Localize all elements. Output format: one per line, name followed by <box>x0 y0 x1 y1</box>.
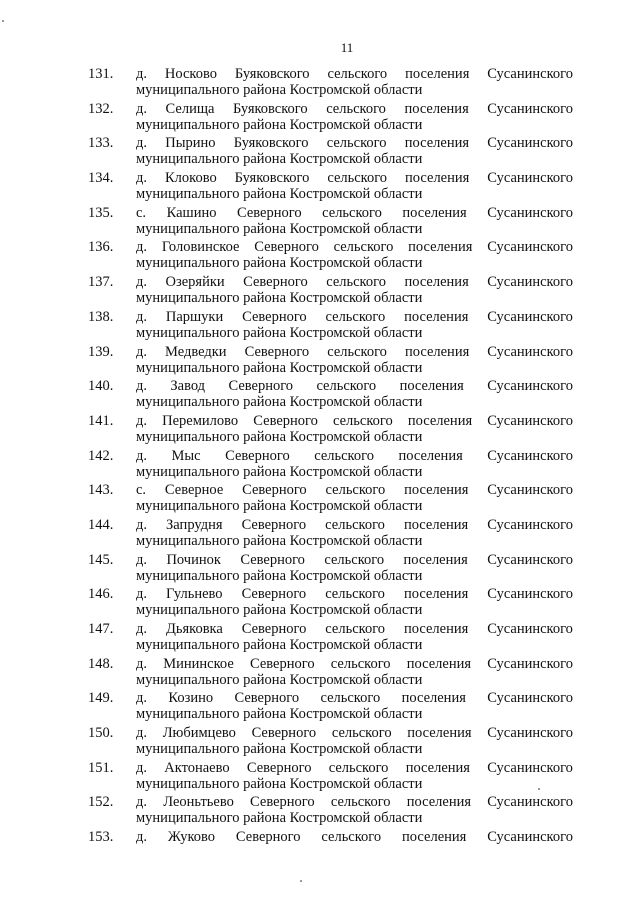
entry-word: поселения <box>403 551 468 568</box>
entry-word: Северного <box>246 759 312 776</box>
entry-line-first <box>136 448 573 465</box>
entry-line-first <box>136 101 573 118</box>
entry-word: сельского <box>325 516 385 533</box>
list-item <box>88 239 578 274</box>
entry-word: поселения <box>404 343 470 360</box>
entry-line-second: муниципального района Костромской области <box>136 82 423 98</box>
entry-word: Дьяковка <box>165 621 223 637</box>
list-item <box>88 344 578 379</box>
entry-word: Кашино <box>166 204 217 221</box>
scan-speck <box>2 20 4 22</box>
entry-word: сельского <box>324 551 385 568</box>
entry-line-first <box>136 552 573 569</box>
entry-word: поселения <box>404 100 469 117</box>
entry-number: 136. <box>88 239 114 256</box>
entry-word: поселения <box>401 690 466 707</box>
entry-word: Северного <box>250 655 315 672</box>
entry-word: Сусанинского <box>487 239 573 256</box>
entry-line-second: муниципального района Костромской области <box>136 463 423 480</box>
entry-word: д. <box>136 239 148 256</box>
entry-number: 131. <box>88 66 114 82</box>
entry-word: Буяковского <box>233 135 309 152</box>
entry-word: Северного <box>241 516 307 533</box>
entry-word: сельского <box>322 204 382 221</box>
entry-word: Мыс <box>171 447 201 464</box>
entry-word: Северного <box>240 551 305 568</box>
entry-line-first <box>136 309 573 326</box>
entry-word: д. <box>136 447 148 464</box>
entry-word: Сусанинского <box>487 516 573 533</box>
list-item <box>88 101 578 136</box>
list-item <box>88 690 578 725</box>
entry-word: поселения <box>408 239 473 256</box>
entry-line-second: муниципального района Костромской области <box>136 602 423 619</box>
entry-word: сельского <box>326 135 387 152</box>
entry-word: поселения <box>404 482 469 499</box>
entry-word: поселения <box>398 447 463 464</box>
list-item <box>88 829 578 864</box>
entry-word: сельского <box>316 378 377 395</box>
entry-word: Починок <box>166 551 221 568</box>
entry-word: д. <box>136 274 148 291</box>
entry-word: Козино <box>168 690 214 707</box>
entry-line-second: муниципального района Костромской области <box>136 255 423 272</box>
entry-number: 143. <box>88 482 114 499</box>
list-item <box>88 656 578 691</box>
entry-word: сельского <box>327 343 387 360</box>
entry-word: сельского <box>326 100 386 117</box>
entry-word: д. <box>136 135 148 152</box>
entry-word: д. <box>136 308 148 325</box>
entry-line-first <box>136 794 573 811</box>
entry-line-first <box>136 274 573 291</box>
entry-number: 142. <box>88 447 114 464</box>
entry-word: Носково <box>164 66 217 82</box>
list-item <box>88 205 578 240</box>
entry-number: 134. <box>88 170 114 187</box>
entry-word: д. <box>136 170 148 187</box>
entry-word: д. <box>136 794 148 811</box>
entry-word: сельского <box>331 725 392 742</box>
entry-word: сельского <box>332 412 393 429</box>
entry-number: 140. <box>88 378 114 395</box>
entry-line-first <box>136 135 573 152</box>
list-item <box>88 552 578 587</box>
entry-word: Пырино <box>165 135 216 152</box>
entry-line-second: муниципального района Костромской области <box>136 220 423 237</box>
entry-number: 144. <box>88 516 114 533</box>
entry-word: Буяковского <box>234 170 310 187</box>
entry-word: поселения <box>402 829 467 846</box>
entry-line-first <box>136 66 573 83</box>
entry-word: Леоньтьево <box>163 794 234 811</box>
entry-word: Сусанинского <box>487 690 573 707</box>
entry-word: Северного <box>254 239 319 256</box>
entry-word: д. <box>136 343 148 360</box>
entry-word: сельского <box>314 447 374 464</box>
entry-word: д. <box>136 412 148 429</box>
entry-number: 152. <box>88 794 114 811</box>
scan-speck <box>538 788 540 790</box>
entry-word: Сусанинского <box>487 794 573 811</box>
scan-speck <box>300 880 302 882</box>
entry-word: поселения <box>403 516 469 533</box>
entry-word: сельского <box>327 170 388 187</box>
entry-word: д. <box>136 586 148 603</box>
entry-word: Буяковского <box>232 100 308 117</box>
entry-line-first <box>136 239 573 256</box>
entry-word: Сусанинского <box>487 829 573 846</box>
entry-number: 145. <box>88 551 114 568</box>
entry-number: 138. <box>88 308 114 325</box>
entry-word: поселения <box>406 794 472 811</box>
entry-word: Сусанинского <box>487 135 573 152</box>
entry-line-first <box>136 413 573 430</box>
entry-line-second: муниципального района Костромской области <box>136 741 423 758</box>
entry-line-second: муниципального района Костромской области <box>136 394 423 411</box>
entry-word: Медведки <box>165 343 227 360</box>
entry-word: Головинское <box>161 239 240 256</box>
entry-word: поселения <box>404 308 469 325</box>
entry-word: Сусанинского <box>487 343 573 360</box>
entry-number: 149. <box>88 690 114 707</box>
entry-word: сельского <box>325 586 385 603</box>
entry-word: поселения <box>407 725 472 742</box>
entry-line-second: муниципального района Костромской области <box>136 775 423 792</box>
entry-line-first <box>136 725 573 742</box>
entry-line-second: муниципального района Костромской области <box>136 428 423 445</box>
entry-line-first <box>136 205 573 222</box>
list-item <box>88 170 578 205</box>
entry-word: Буяковского <box>234 66 310 82</box>
entry-word: сельского <box>330 655 391 672</box>
entry-line-second: муниципального района Костромской области <box>136 532 423 549</box>
entry-line-first <box>136 344 573 361</box>
entry-word: Сусанинского <box>487 725 573 742</box>
entry-number: 137. <box>88 274 114 291</box>
entry-word: поселения <box>402 204 467 221</box>
entry-word: сельского <box>333 239 394 256</box>
entry-word: Северного <box>241 586 307 603</box>
entry-line-first <box>136 517 573 534</box>
entry-line-first <box>136 482 573 499</box>
entry-line-second: муниципального района Костромской области <box>136 498 423 515</box>
entry-word: Северного <box>253 412 318 429</box>
entry-word: Сусанинского <box>487 655 573 672</box>
entry-line-first <box>136 656 573 673</box>
entry-line-second: муниципального района Костромской области <box>136 290 423 307</box>
entry-word: Северного <box>242 308 307 325</box>
entry-word: сельского <box>326 274 386 291</box>
entry-word: д. <box>136 829 148 846</box>
entry-word: Актонаево <box>164 759 230 776</box>
entry-line-second: муниципального района Костромской области <box>136 116 423 133</box>
entry-line-second: муниципального района Костромской области <box>136 671 423 688</box>
entry-line-second: муниципального района Костромской области <box>136 706 423 723</box>
entry-word: Перемилово <box>162 412 239 429</box>
entry-word: Мининское <box>163 655 234 672</box>
list-item <box>88 274 578 309</box>
entry-word: д. <box>136 725 148 742</box>
entry-line-first <box>136 378 573 395</box>
list-item <box>88 66 578 101</box>
list-item <box>88 794 578 829</box>
entry-number: 147. <box>88 621 114 637</box>
entry-line-second: муниципального района Костромской области <box>136 810 423 827</box>
entry-word: Сусанинского <box>487 551 573 568</box>
list-item <box>88 413 578 448</box>
entry-word: Северного <box>234 690 300 707</box>
entry-word: Северное <box>164 482 224 499</box>
entry-word: сельского <box>330 794 391 811</box>
entry-line-second: муниципального района Костромской области <box>136 186 423 203</box>
entry-line-second: муниципального района Костромской области <box>136 637 423 653</box>
entry-word: д. <box>136 516 148 533</box>
list-item <box>88 517 578 552</box>
entry-number: 153. <box>88 829 114 846</box>
entry-word: Северного <box>241 621 307 637</box>
list-item <box>88 586 578 621</box>
entry-word: сельского <box>320 690 381 707</box>
entry-word: сельского <box>325 482 386 499</box>
entry-word: сельского <box>325 621 386 637</box>
entry-word: сельского <box>327 66 388 82</box>
entry-word: Сусанинского <box>487 378 573 395</box>
entry-word: Сусанинского <box>487 66 573 82</box>
entry-line-first <box>136 621 573 638</box>
entry-number: 132. <box>88 100 114 117</box>
entry-word: Северного <box>244 343 310 360</box>
entry-word: Северного <box>228 378 294 395</box>
entry-word: д. <box>136 655 148 672</box>
entry-word: д. <box>136 66 148 82</box>
page-number: 11 <box>340 40 354 55</box>
entry-word: поселения <box>404 135 470 152</box>
entry-word: д. <box>136 551 148 568</box>
entry-number: 141. <box>88 412 114 429</box>
entry-word: поселения <box>405 170 470 187</box>
entry-number: 148. <box>88 655 114 672</box>
entry-line-first <box>136 586 573 603</box>
entry-word: д. <box>136 378 148 395</box>
entry-word: Паршуки <box>165 308 224 325</box>
entry-word: поселения <box>406 655 472 672</box>
entry-word: Сусанинского <box>487 759 573 776</box>
entry-word: Северного <box>242 482 307 499</box>
entry-word: сельского <box>325 308 386 325</box>
entry-word: Гульнево <box>166 586 223 603</box>
entry-word: Селища <box>165 100 215 117</box>
entry-word: Сусанинского <box>487 447 573 464</box>
entry-word: Северного <box>243 274 308 291</box>
entry-word: Северного <box>235 829 301 846</box>
entry-word: поселения <box>403 586 469 603</box>
entry-list <box>88 66 578 864</box>
entry-word: Северного <box>251 725 317 742</box>
entry-word: с. <box>136 482 147 499</box>
list-item <box>88 309 578 344</box>
entry-word: поселения <box>405 759 470 776</box>
entry-word: Завод <box>170 378 206 395</box>
entry-word: с. <box>136 204 147 221</box>
entry-word: Сусанинского <box>487 308 573 325</box>
entry-word: Клоково <box>164 170 217 187</box>
list-item <box>88 135 578 170</box>
entry-word: Жуково <box>167 829 216 846</box>
entry-word: Сусанинского <box>487 412 573 429</box>
entry-word: д. <box>136 100 148 117</box>
entry-number: 150. <box>88 725 114 742</box>
entry-line-first <box>136 760 573 777</box>
entry-word: сельского <box>321 829 382 846</box>
list-item <box>88 725 578 760</box>
entry-line-first <box>136 829 573 846</box>
entry-word: Любимцево <box>162 725 236 742</box>
entry-number: 133. <box>88 135 114 152</box>
list-item <box>88 760 578 795</box>
entry-line-first <box>136 690 573 707</box>
entry-word: Северного <box>237 204 302 221</box>
entry-word: Сусанинского <box>487 170 573 187</box>
entry-word: сельского <box>328 759 389 776</box>
entry-word: д. <box>136 621 148 637</box>
entry-word: Сусанинского <box>487 621 573 637</box>
entry-line-second: муниципального района Костромской области <box>136 151 423 168</box>
entry-word: поселения <box>405 66 470 82</box>
entry-word: Сусанинского <box>487 586 573 603</box>
entry-word: Озеряйки <box>165 274 225 291</box>
entry-word: Сусанинского <box>487 274 573 291</box>
entry-word: д. <box>136 759 148 776</box>
entry-word: Северного <box>225 447 290 464</box>
entry-word: поселения <box>404 274 469 291</box>
entry-word: Сусанинского <box>487 482 573 499</box>
list-item <box>88 482 578 517</box>
entry-word: Сусанинского <box>487 204 573 221</box>
entry-number: 139. <box>88 343 114 360</box>
entry-line-first <box>136 170 573 187</box>
entry-word: Северного <box>250 794 315 811</box>
entry-number: 146. <box>88 586 114 603</box>
list-item <box>88 378 578 413</box>
entry-number: 135. <box>88 204 114 221</box>
entry-word: Запрудня <box>166 516 223 533</box>
list-item <box>88 448 578 483</box>
entry-word: поселения <box>399 378 464 395</box>
entry-line-second: муниципального района Костромской области <box>136 567 423 584</box>
list-item <box>88 621 578 656</box>
entry-word: поселения <box>407 412 473 429</box>
entry-line-second: муниципального района Костромской области <box>136 359 423 376</box>
entry-word: д. <box>136 690 148 707</box>
entry-word: поселения <box>403 621 469 637</box>
entry-line-second: муниципального района Костромской области <box>136 324 423 341</box>
entry-word: Сусанинского <box>487 100 573 117</box>
entry-number: 151. <box>88 759 114 776</box>
